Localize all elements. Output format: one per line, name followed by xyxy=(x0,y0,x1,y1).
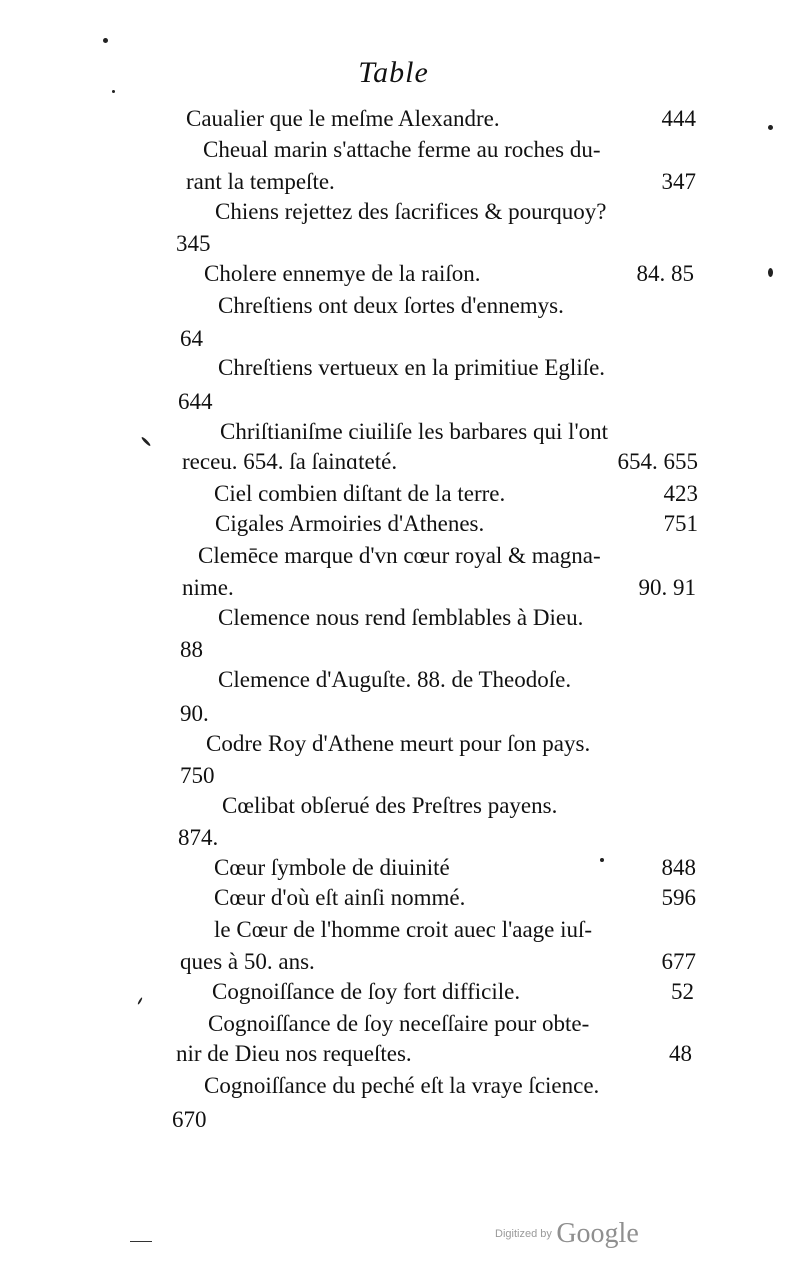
entry-text: le Cœur de l'homme croit auec l'aage iuſ- xyxy=(214,917,593,942)
entry-text: Ciel combien diſtant de la terre. xyxy=(214,481,506,506)
google-logo: Google xyxy=(556,1218,639,1249)
index-line xyxy=(182,446,698,478)
index-line xyxy=(206,728,698,760)
page-ref: 848 xyxy=(661,855,696,880)
entry-text: Cœur ſymbole de diuinité xyxy=(214,855,450,880)
page-ref: 52 xyxy=(671,979,694,1004)
entry-text: Cœur d'où eſt ainſi nommé. xyxy=(214,885,466,910)
entry-text: Cœlibat obſerué des Preſtres payens. xyxy=(222,793,558,818)
entry-text: 90. xyxy=(180,701,209,726)
index-line xyxy=(208,1008,698,1040)
entry-text: ques à 50. ans. xyxy=(180,949,315,974)
entry-text: Clemēce marque d'vn cœur royal & magna- xyxy=(198,543,601,568)
index-line xyxy=(178,822,278,854)
entry-text: 874. xyxy=(178,825,219,850)
entry-text: nime. xyxy=(182,575,234,600)
scan-speck xyxy=(103,38,108,43)
page-ref: 423 xyxy=(663,481,698,506)
index-line xyxy=(218,352,698,384)
entry-text: 345 xyxy=(176,231,211,256)
index-line xyxy=(176,1038,692,1070)
entry-text: Chreſtiens vertueux en la primitiue Egliſe. xyxy=(218,355,606,380)
scan-mark xyxy=(130,1241,152,1242)
page-ref: 444 xyxy=(661,106,696,131)
index-line xyxy=(186,166,696,198)
index-line xyxy=(218,602,698,634)
entry-text: Cognoiſſance de ſoy fort difficile. xyxy=(212,979,521,1004)
scan-speck xyxy=(768,125,773,130)
index-line xyxy=(214,882,696,914)
entry-text: Cigales Armoiries d'Athenes. xyxy=(215,511,485,536)
page-ref: 90. 91 xyxy=(638,575,696,600)
page-ref: 751 xyxy=(663,511,698,536)
entry-text: Cholere ennemye de la raiſon. xyxy=(204,261,481,286)
index-line xyxy=(218,664,698,696)
entry-text: 644 xyxy=(178,389,213,414)
index-line xyxy=(176,228,276,260)
entry-text: Codre Roy d'Athene meurt pour ſon pays. xyxy=(206,731,591,756)
entry-text: nir de Dieu nos requeſtes. xyxy=(176,1041,412,1066)
page-ref: 48 xyxy=(669,1041,692,1066)
page-ref: 677 xyxy=(661,949,696,974)
scan-speck xyxy=(112,90,115,93)
index-line xyxy=(218,290,698,322)
entry-text: Caualier que le meſme Alexandre. xyxy=(186,106,500,131)
index-line xyxy=(198,540,698,572)
entry-text: rant la tempeſte. xyxy=(186,169,335,194)
entry-text: Clemence d'Auguſte. 88. de Theodoſe. xyxy=(218,667,572,692)
entry-text: receu. 654. ſa ſainɑteté. xyxy=(182,449,398,474)
index-line xyxy=(222,790,698,822)
digitized-watermark xyxy=(495,1218,639,1250)
entry-text: Cognoiſſance du peché eſt la vraye ſcience. xyxy=(204,1073,600,1098)
index-line xyxy=(178,386,278,418)
index-line xyxy=(180,634,280,666)
scan-speck xyxy=(600,858,604,862)
scan-speck xyxy=(141,436,152,447)
index-line xyxy=(215,196,705,228)
page-ref: 596 xyxy=(661,885,696,910)
index-line xyxy=(180,323,280,355)
entry-text: Chreſtiens ont deux ſortes d'ennemys. xyxy=(218,293,564,318)
entry-text: 64 xyxy=(180,326,203,351)
index-line xyxy=(186,103,696,135)
index-line xyxy=(215,508,698,540)
index-line xyxy=(212,976,694,1008)
index-line xyxy=(180,698,280,730)
page-ref: 84. 85 xyxy=(636,261,694,286)
entry-text: Cognoiſſance de ſoy neceſſaire pour obte- xyxy=(208,1011,590,1036)
entry-text: Cheual marin s'attache ferme au roches du- xyxy=(203,137,601,162)
entry-text: Clemence nous rend ſemblables à Dieu. xyxy=(218,605,584,630)
index-line xyxy=(220,416,700,448)
entry-text: 670 xyxy=(172,1107,207,1132)
page-header: Table xyxy=(358,56,429,89)
index-line xyxy=(182,572,696,604)
scan-speck xyxy=(768,268,773,277)
index-line xyxy=(203,134,703,166)
entry-text: 750 xyxy=(180,763,215,788)
watermark-small: Digitized by xyxy=(495,1228,552,1240)
page-ref: 654. 655 xyxy=(617,449,698,474)
index-line xyxy=(180,760,280,792)
index-line xyxy=(214,914,698,946)
entry-text: Chriſtianiſme ciuiliſe les barbares qui l'ont xyxy=(220,419,609,444)
page-ref: 347 xyxy=(661,169,696,194)
index-line xyxy=(180,946,696,978)
entry-text: 88 xyxy=(180,637,203,662)
index-line xyxy=(204,258,694,290)
index-line xyxy=(172,1104,272,1136)
index-line xyxy=(214,478,698,510)
index-line xyxy=(204,1070,698,1102)
entry-text: Chiens rejettez des ſacrifices & pourquoy? xyxy=(215,199,607,224)
scan-speck xyxy=(137,997,143,1005)
index-line xyxy=(214,852,696,884)
